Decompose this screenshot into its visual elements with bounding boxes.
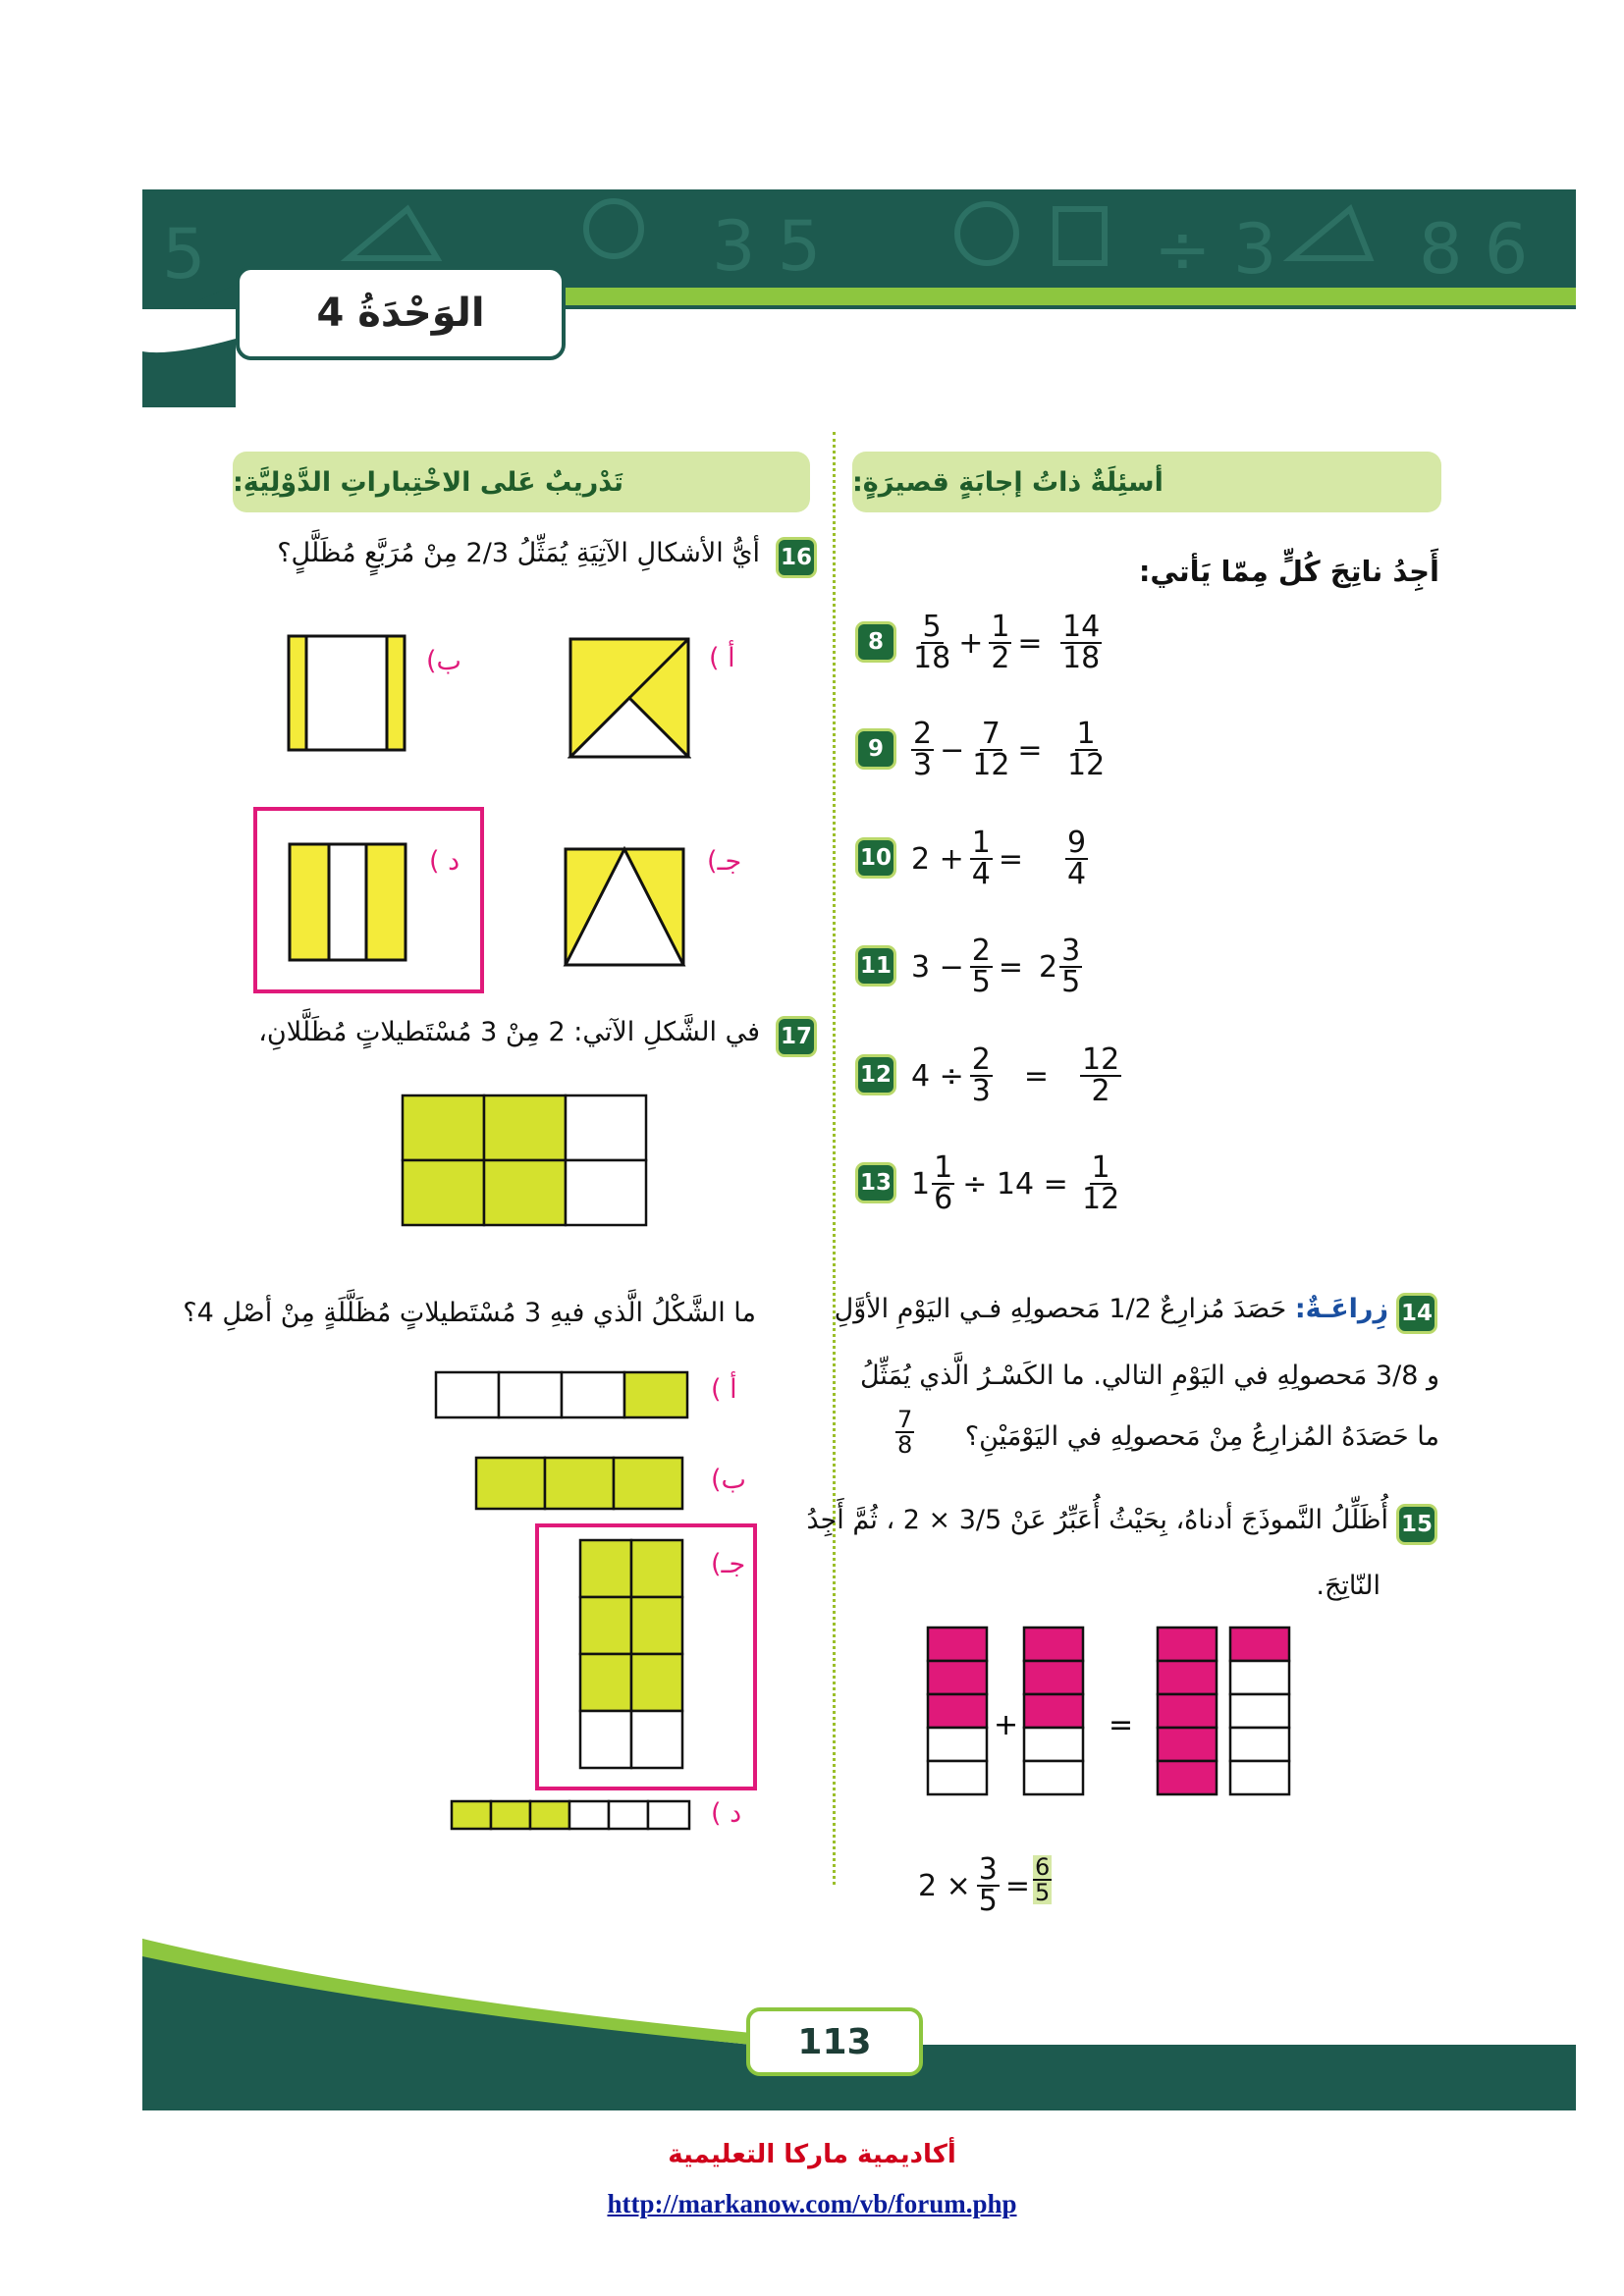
q14-label: زِراعَـةٌ: bbox=[1294, 1294, 1388, 1324]
intl-tests-heading: تَدْريبٌ عَلى الاخْتِباراتِ الدَّوْلِيَّةِ: bbox=[233, 452, 810, 512]
bar-cell bbox=[1230, 1728, 1289, 1761]
q17-text: في الشَّكلِ الآتي: 2 مِنْ 3 مُسْتَطيلاتٍ مُظَلَّلانِ، bbox=[258, 1017, 760, 1047]
org-name: أكاديمية ماركا التعليمية bbox=[668, 2140, 956, 2169]
q16-option-c: جـ) bbox=[707, 846, 742, 877]
page-number: 113 bbox=[746, 2007, 923, 2076]
expression-12: 4 ÷ $\frac{2}{3}$ = bbox=[911, 1042, 1049, 1108]
q17-option-c: جـ) bbox=[711, 1549, 746, 1579]
bar-cell bbox=[928, 1761, 987, 1794]
short-answer-heading: أسئِلَةٌ ذاتُ إجابَةٍ قصيرَةٍ: bbox=[852, 452, 1441, 512]
q17-example-grid bbox=[400, 1093, 649, 1228]
bar-cell bbox=[1158, 1628, 1217, 1661]
q17-shape-d bbox=[449, 1798, 692, 1832]
answer-10: $\frac{9}{4}$ bbox=[1067, 826, 1087, 891]
expression-11: 3 − $\frac{2}{5}$ = bbox=[911, 934, 1023, 999]
bar-cell bbox=[928, 1661, 987, 1694]
q16-option-d: د ) bbox=[429, 846, 460, 877]
q14-line3: ما حَصَدَهُ المُزارِعُ مِنْ مَحصولِهِ في اليَوْمَيْنِ؟ bbox=[964, 1421, 1439, 1452]
question-number: 9 bbox=[858, 731, 893, 767]
q16-text: أيُّ الأشكالِ الآتِيَةِ يُمَثِّلُ 2/3 مِنْ مُرَبَّعٍ مُظَلَّلٍ؟ bbox=[277, 538, 760, 568]
question-number: 12 bbox=[858, 1057, 893, 1093]
question-number: 16 bbox=[779, 540, 814, 575]
svg-text:5: 5 bbox=[162, 214, 206, 294]
instruction-text: أَجِدُ ناتِجَ كُلٍّ مِمّا يَأتي: bbox=[1138, 555, 1439, 588]
expression-13: 1 $\frac{1}{6}$ ÷ 14 = bbox=[911, 1150, 1068, 1216]
q16-option-a: أ ) bbox=[709, 643, 735, 673]
answer-9: $\frac{1}{12}$ bbox=[1067, 717, 1106, 782]
bar-cell bbox=[1024, 1661, 1083, 1694]
answer-12: $\frac{12}{2}$ bbox=[1082, 1042, 1120, 1108]
plus-sign: + bbox=[994, 1708, 1019, 1742]
operator: + bbox=[958, 625, 984, 661]
q17-question: ما الشَّكْلُ الَّذي فيهِ 3 مُسْتَطيلاتٍ مُظَلَّلَةٍ مِنْ أصْلِ 4؟ bbox=[183, 1298, 756, 1328]
question-number: 14 bbox=[1399, 1296, 1435, 1331]
expression-9: $\frac{2}{3}$ − $\frac{7}{12}$ = bbox=[913, 717, 1043, 782]
q15-line1: أُظَلِّلُ النَّموذَجَ أدناهُ، بِحَيْثُ أُعَبِّرُ عَنْ 3/5 × 2 ، ثُمَّ أَجِدُ bbox=[806, 1505, 1388, 1535]
q17-shape-b bbox=[473, 1455, 685, 1512]
bar-cell bbox=[1230, 1694, 1289, 1728]
q15-model bbox=[918, 1620, 1311, 1816]
question-number: 10 bbox=[858, 840, 893, 876]
answer-13: $\frac{1}{12}$ bbox=[1082, 1150, 1120, 1216]
q16-shape-d bbox=[287, 841, 408, 963]
q17-option-a: أ ) bbox=[711, 1374, 737, 1405]
bar-cell bbox=[1158, 1728, 1217, 1761]
q15-expression: 2 × $\frac{3}{5}$ = bbox=[918, 1852, 1030, 1918]
bar-cell bbox=[1158, 1661, 1217, 1694]
expression-8: $\frac{5}{18}$ + $\frac{1}{2}$ = bbox=[913, 610, 1043, 675]
footer-link[interactable]: http://markanow.com/vb/forum.php bbox=[607, 2189, 1017, 2218]
answer-8: $\frac{14}{18}$ bbox=[1062, 610, 1101, 675]
q17-shape-c bbox=[577, 1537, 685, 1773]
question-number: 17 bbox=[779, 1019, 814, 1054]
bar-cell bbox=[1230, 1628, 1289, 1661]
svg-text:3 5: 3 5 bbox=[712, 206, 822, 287]
bar-cell bbox=[1230, 1661, 1289, 1694]
bar-cell bbox=[1158, 1694, 1217, 1728]
equals-sign: = bbox=[1109, 1708, 1134, 1742]
q16-shape-a bbox=[568, 636, 691, 760]
q16-shape-b bbox=[286, 633, 407, 753]
q16-shape-c bbox=[563, 846, 686, 968]
bar-cell bbox=[1024, 1628, 1083, 1661]
q14-answer: $\frac{7}{8}$ bbox=[897, 1406, 913, 1459]
bar-cell bbox=[1158, 1761, 1217, 1794]
q15-line2: النّاتِجَ. bbox=[1316, 1571, 1380, 1601]
bar-cell bbox=[1024, 1728, 1083, 1761]
svg-text:÷ 3: ÷ 3 bbox=[1154, 209, 1277, 290]
bar-cell bbox=[1230, 1761, 1289, 1794]
bar-cell bbox=[928, 1628, 987, 1661]
bar-cell bbox=[928, 1694, 987, 1728]
question-number: 11 bbox=[858, 948, 893, 984]
question-number: 15 bbox=[1399, 1507, 1435, 1542]
q14-line2: و 3/8 مَحصولِهِ في اليَوْمِ التالي. ما الكَسْـرُ الَّذي يُمَثِّلُ bbox=[859, 1361, 1439, 1391]
bar-cell bbox=[928, 1728, 987, 1761]
bar-cell bbox=[1024, 1694, 1083, 1728]
question-number: 13 bbox=[858, 1165, 893, 1201]
q16-option-b: ب) bbox=[426, 646, 461, 676]
bar-cell bbox=[1024, 1761, 1083, 1794]
q17-shape-a bbox=[433, 1369, 690, 1420]
fraction: $\frac{1}{2}$ bbox=[991, 610, 1010, 675]
q14-text: حَصَدَ مُزارِعٌ 1/2 مَحصولِهِ فـي اليَوْمِ الأوَّلِ bbox=[834, 1294, 1287, 1324]
q15-answer: $\frac{6}{5}$ bbox=[1035, 1853, 1051, 1906]
answer-11: 2 $\frac{3}{5}$ bbox=[1039, 934, 1081, 999]
q17-option-d: د ) bbox=[711, 1798, 742, 1829]
question-number: 8 bbox=[858, 624, 893, 660]
q14-line1 bbox=[835, 1294, 1388, 1324]
fraction: $\frac{5}{18}$ bbox=[913, 610, 951, 675]
q17-option-b: ب) bbox=[711, 1465, 746, 1495]
svg-text:8 6: 8 6 bbox=[1419, 209, 1529, 290]
column-divider bbox=[833, 432, 836, 1885]
expression-10: 2 + $\frac{1}{4}$ = bbox=[911, 826, 1023, 891]
unit-title: الوَحْدَةُ 4 bbox=[236, 266, 566, 360]
